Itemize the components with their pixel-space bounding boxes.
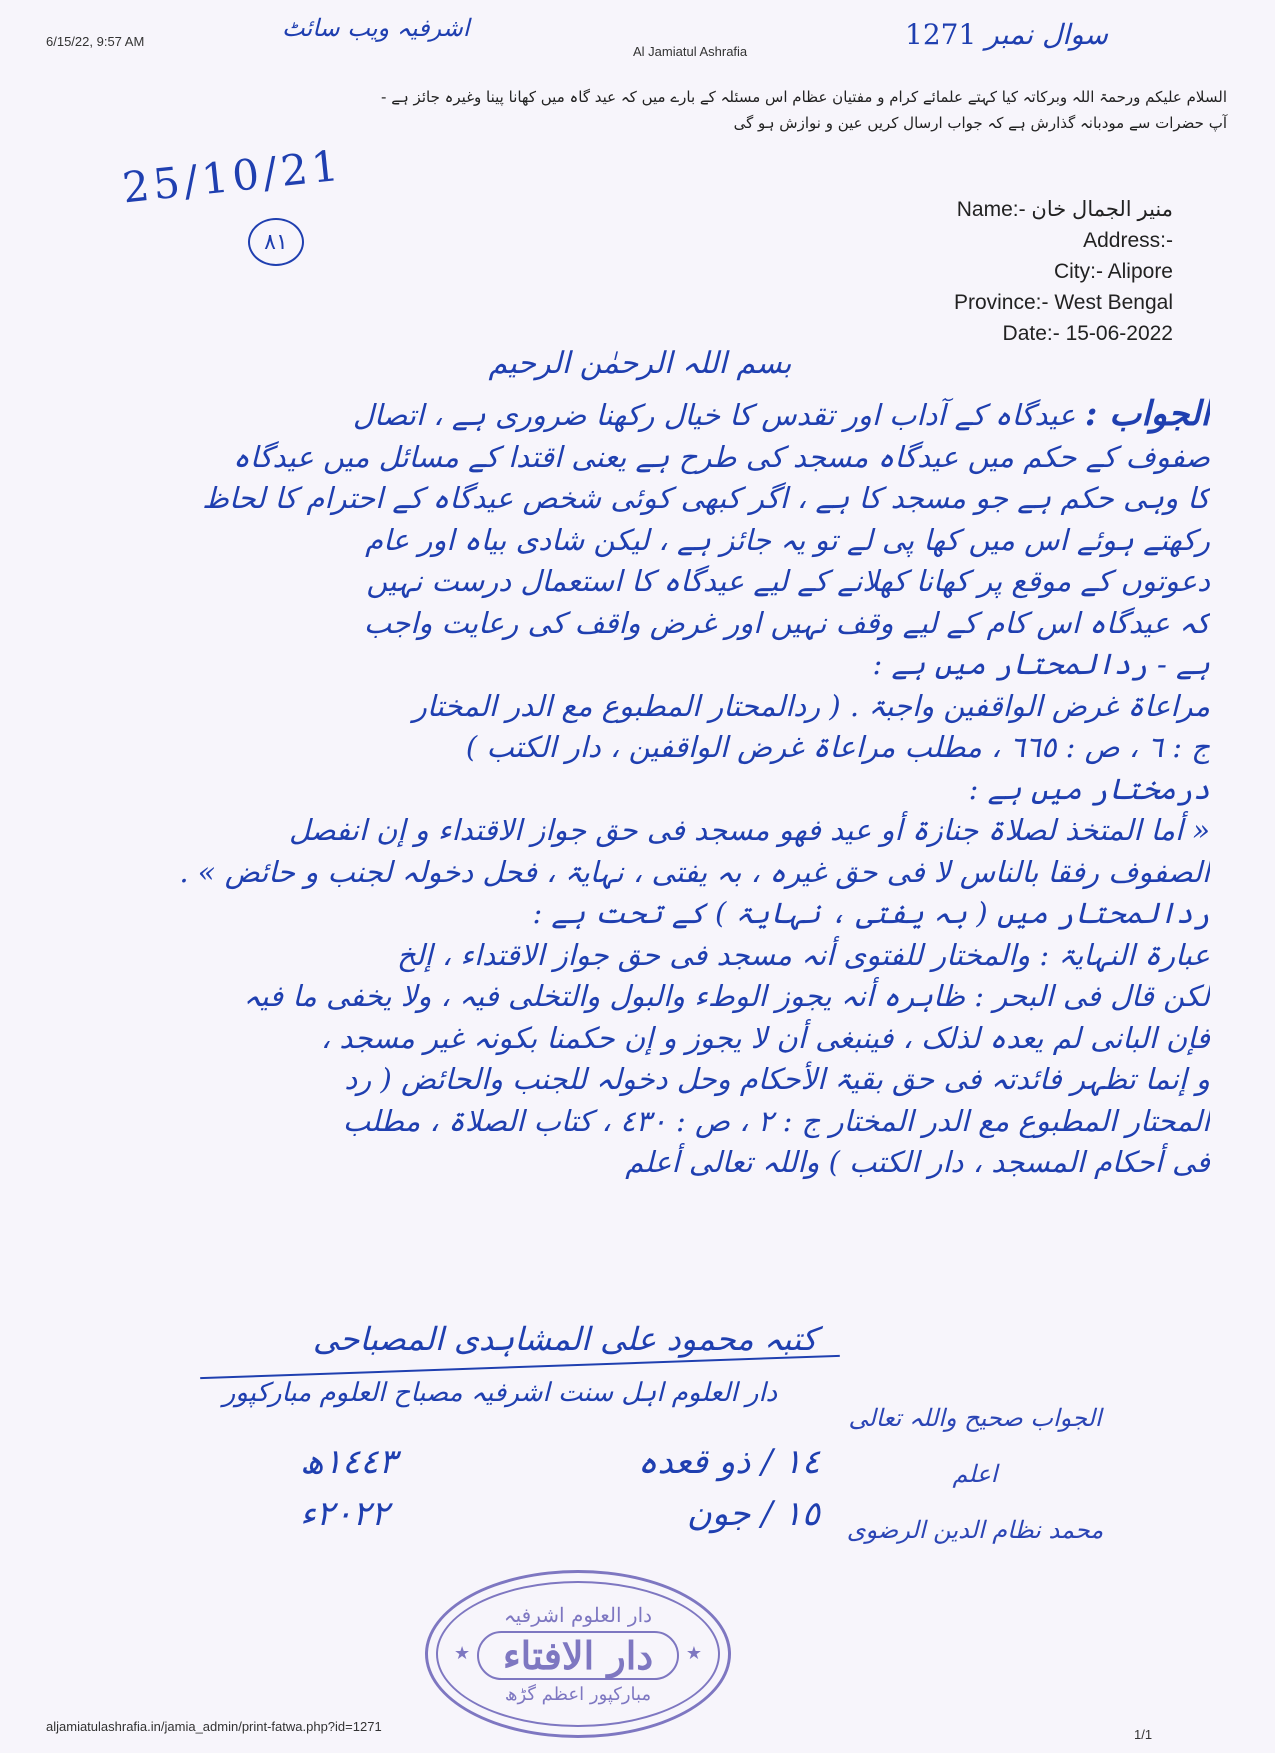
meta-name: Name:- منیر الجمال خان [956, 198, 1173, 221]
answer-line: درمختار میں ہے : [968, 771, 1210, 806]
answer-text [70, 394, 1210, 1184]
question-line: السلام علیکم ورحمۃ اللہ وبرکاتہ کیا کہتے علمائے کرام و مفتیان عظام اس مسئلہ کے بارے میں کہ عید گاہ میں کھانا پینا وغیرہ جائز ہے - [381, 88, 1227, 106]
verifier-name: محمد نظام الدین الرضوی [846, 1516, 1104, 1544]
meta-province: Province:- West Bengal [953, 291, 1173, 314]
answer-line: لکن قال فی البحر : ظاہرہ أنہ یجوز الوطء والبول والتخلی فیہ ، ولا یخفی ما فیہ [243, 979, 1210, 1013]
questioner-details [954, 194, 1173, 349]
mufti-signature: کتبہ محمود علی المشاہدی المصباحی [312, 1320, 818, 1358]
answer-line [70, 394, 1210, 437]
question-line: آپ حضرات سے مودبانہ گذارش ہے کہ جواب ارسال کریں عین و نوازش ہو گی [733, 114, 1227, 132]
dar-ul-ifta-seal [425, 1570, 731, 1738]
hijri-date: ١٤ / ذو قعدہ [637, 1442, 820, 1482]
bismillah: بسم اللہ الرحمٰن الرحیم [488, 346, 792, 381]
star-icon: ★ [454, 1643, 471, 1664]
gregorian-date-row [300, 1488, 820, 1540]
answer-line: ردالمحتار میں ( بہ یفتی ، نہایۃ ) کے تحت ہے : [532, 896, 1210, 930]
answer-line: رکھتے ہوئے اس میں کھا پی لے تو یہ جائز ہے ، لیکن شادی بیاہ اور عام [365, 522, 1210, 557]
answer-line: و إنما تظہر فائدتہ فی حق بقیۃ الأحکام وحل دخولہ للجنب والحائض ( رد [344, 1062, 1210, 1096]
verification-note [830, 1390, 1120, 1558]
answer-line: صفوف کے حکم میں عیدگاہ مسجد کی طرح ہے یعنی اقتدا کے مسائل میں عیدگاہ [232, 439, 1210, 474]
meta-city: City:- Alipore [1053, 260, 1173, 283]
handwritten-website-note: اشرفیہ ویب سائٹ [282, 14, 470, 42]
answer-line: فإن البانی لم یعدہ لذلک ، فینبغی أن لا یجوز و إن حکمنا بکونہ غیر مسجد ، [320, 1020, 1210, 1055]
answer-line: ہے - ردالمحتار میں ہے : [872, 647, 1210, 681]
hijri-date-row [300, 1436, 820, 1488]
page-number: 1/1 [1134, 1727, 1153, 1742]
meta-address: Address:- [1083, 229, 1173, 252]
site-title: Al Jamiatul Ashrafia [633, 44, 748, 59]
gregorian-year: ٢٠٢٢ء [300, 1494, 390, 1534]
seal-center-text: دار الافتاء [477, 1631, 679, 1680]
answer-lead: الجواب : [1084, 394, 1210, 434]
seal-bottom-text: مبارکپور اعظم گڑھ [504, 1684, 652, 1705]
meta-date: Date:- 15-06-2022 [1002, 322, 1173, 345]
print-url: aljamiatulashrafia.in/jamia_admin/print-fatwa.php?id=1271 [46, 1719, 382, 1734]
answer-line: ج : ٦ ، ص : ٦٦٥ ، مطلب مراعاۃ غرض الواقفین ، دار الکتب ) [465, 730, 1210, 764]
answer-line: دعوتوں کے موقع پر کھانا کھلانے کے لیے عیدگاہ کا استعمال درست نہیں [366, 564, 1210, 598]
question-number-value: 1271 [905, 18, 977, 51]
fatwa-dates [300, 1436, 820, 1540]
handwritten-date: 25/10/21 [120, 140, 345, 213]
gregorian-date: ١٥ / جون [686, 1494, 820, 1534]
verification-line: الجواب صحیح واللہ تعالی اعلم [848, 1404, 1102, 1488]
handwritten-question-number [905, 18, 1108, 51]
answer-line-text: عیدگاہ کے آداب اور تقدس کا خیال رکھنا ضروری ہے ، اتصال [352, 398, 1076, 432]
institute-name: دار العلوم اہل سنت اشرفیہ مصباح العلوم مبارکپور [222, 1378, 778, 1408]
signature-underline [200, 1355, 840, 1379]
answer-line: کا وہی حکم ہے جو مسجد کا ہے ، اگر کبھی کوئی شخص عیدگاہ کے احترام کا لحاظ [202, 481, 1210, 515]
star-icon: ★ [685, 1643, 702, 1664]
question-number-label: سوال نمبر [985, 18, 1108, 51]
answer-line: « أما المتخذ لصلاۃ جنازۃ أو عید فهو مسجد فی حق جواز الاقتداء و إن انفصل [289, 813, 1210, 847]
print-timestamp: 6/15/22, 9:57 AM [46, 34, 145, 49]
answer-line: عبارۃ النہایۃ : والمختار للفتوی أنہ مسجد فی حق جواز الاقتداء ، إلخ [396, 937, 1210, 972]
answer-line: المحتار المطبوع مع الدر المختار ج : ٢ ، ص : ٤٣٠ ، کتاب الصلاۃ ، مطلب [342, 1103, 1210, 1138]
question-text [47, 84, 1227, 136]
hijri-year: ١٤٤٣ھ [300, 1442, 397, 1482]
seal-top-text: دار العلوم اشرفیہ [503, 1603, 653, 1627]
answer-line: مراعاۃ غرض الواقفین واجبۃ . ( ردالمحتار المطبوع مع الدر المختار [412, 688, 1210, 723]
answer-line: الصفوف رفقا بالناس لا فی حق غیرہ ، بہ یفتی ، نہایۃ ، فحل دخولہ لجنب و حائض » . [179, 854, 1210, 889]
answer-line: فی أحکام المسجد ، دار الکتب ) واللہ تعالی أعلم [625, 1145, 1210, 1179]
handwritten-circled-number: ٨١ [248, 218, 304, 266]
answer-line: کہ عیدگاہ اس کام کے لیے وقف نہیں اور غرض واقف کی رعایت واجب [363, 605, 1210, 640]
